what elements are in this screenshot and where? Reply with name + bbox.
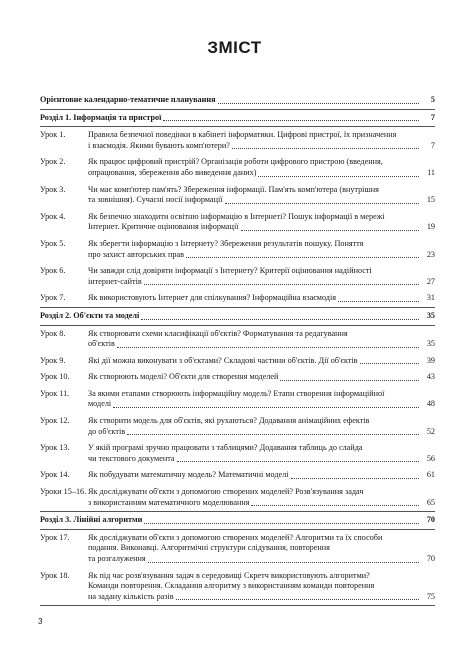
entry-line: Розділ 1. Інформація та пристрої xyxy=(40,112,162,122)
leader-dots xyxy=(163,120,419,121)
leader-dots xyxy=(186,257,419,258)
leader-dots xyxy=(176,599,419,600)
entry-line: Правила безпечної поведінки в кабінеті інформатики. Цифрові пристрої, їх призначення xyxy=(88,130,397,140)
entry-line: до об'єктів xyxy=(88,426,126,436)
entry-page-number: 19 xyxy=(426,222,435,232)
leader-dots xyxy=(360,363,419,364)
entry-text xyxy=(88,389,435,410)
lesson-label: Урок 10. xyxy=(40,372,70,382)
leader-dots xyxy=(225,203,420,204)
entry-text xyxy=(88,470,435,481)
entry-text xyxy=(88,372,435,383)
entry-line: на задану кількість разів xyxy=(88,591,174,601)
lesson-label: Урок 9. xyxy=(40,355,66,365)
entry-line: Як досліджувати об'єкти з допомогою створених моделей? Алгоритми та їх способи xyxy=(88,532,383,542)
toc-lesson-entry[interactable] xyxy=(40,209,435,236)
toc-lesson-entry[interactable] xyxy=(40,440,435,467)
leader-dots xyxy=(127,434,419,435)
lesson-label: Урок 8. xyxy=(40,328,66,338)
entry-text xyxy=(88,329,435,350)
entry-line: Розділ 3. Лінійні алгоритми xyxy=(40,515,143,525)
entry-page-number: 61 xyxy=(426,470,435,480)
lesson-label: Урок 3. xyxy=(40,184,66,194)
leader-dots xyxy=(258,176,419,177)
leader-dots xyxy=(113,407,419,408)
entry-line: Орієнтовне календарно-тематичне планування xyxy=(40,95,216,104)
toc-section-entry[interactable] xyxy=(40,512,435,529)
toc-lesson-entry[interactable] xyxy=(40,467,435,484)
entry-line: Як під час розв'язування задач в середовищі Скретч використовують алгоритми? xyxy=(88,570,370,580)
entry-text xyxy=(40,113,435,124)
entry-line: Як побудувати математичну модель? Математичні моделі xyxy=(88,470,289,480)
toc-lesson-entry[interactable] xyxy=(40,236,435,263)
lesson-label: Урок 5. xyxy=(40,238,66,248)
entry-line: Команди повторення. Складання алгоритму з використанням команди повторення xyxy=(88,581,375,591)
entry-line: У якій програмі зручно працювати з таблицями? Додавання таблиць до слайда xyxy=(88,443,363,453)
toc-section-entry[interactable] xyxy=(40,110,435,127)
entry-line: Як досліджувати об'єкти з допомогою створених моделей? Розв'язування задач xyxy=(88,487,364,497)
toc-lesson-entry[interactable] xyxy=(40,386,435,413)
entry-text xyxy=(40,95,435,106)
entry-line: про захист авторських прав xyxy=(88,249,185,259)
toc-lesson-entry[interactable] xyxy=(40,353,435,370)
lesson-label: Уроки 15–16. xyxy=(40,487,87,497)
entry-page-number: 70 xyxy=(426,515,435,525)
entry-line: Які дії можна виконувати з об'єктами? Складові частини об'єктів. Дії об'єктів xyxy=(88,355,358,365)
entry-text xyxy=(88,416,435,437)
lesson-label: Урок 13. xyxy=(40,443,70,453)
entry-line: та зовнішня). Сучасні носії інформації xyxy=(88,195,223,205)
entry-line: Як створюють моделі? Об'єкти для створення моделей xyxy=(88,372,279,382)
leader-dots xyxy=(241,230,420,231)
entry-text xyxy=(88,443,435,464)
entry-line: Інтернет. Критичне оцінювання інформації xyxy=(88,222,239,232)
entry-text xyxy=(40,311,435,322)
lesson-label: Урок 2. xyxy=(40,157,66,167)
lesson-label: Урок 6. xyxy=(40,266,66,276)
entry-page-number: 35 xyxy=(426,339,435,349)
page-number: 3 xyxy=(38,617,43,626)
entry-line: чи текстового документа xyxy=(88,453,175,463)
entry-line: Як працює цифровий пристрій? Організація роботи цифрового пристрою (введення, xyxy=(88,157,383,167)
entry-line: та розгалуження xyxy=(88,554,146,563)
entry-line: Як зберегти інформацію з Інтернету? Збереження результатів пошуку. Поняття xyxy=(88,238,364,248)
entry-text xyxy=(88,571,435,603)
lesson-label: Урок 18. xyxy=(40,570,70,580)
lesson-label: Урок 4. xyxy=(40,211,66,221)
entry-page-number: 7 xyxy=(430,140,435,150)
leader-dots xyxy=(177,461,419,462)
entry-page-number: 7 xyxy=(430,112,435,122)
toc-lesson-entry[interactable] xyxy=(40,530,435,568)
entry-line: Як створити модель для об'єктів, які рухаються? Додавання анімаційних ефектів xyxy=(88,416,370,426)
toc-lesson-entry[interactable] xyxy=(40,326,435,353)
entry-text xyxy=(88,293,435,304)
entry-text xyxy=(88,533,435,565)
entry-page-number: 11 xyxy=(427,167,435,177)
entry-page-number: 65 xyxy=(426,497,435,507)
entry-line: і взаємодія. Якими бувають комп'ютери? xyxy=(88,140,230,150)
entry-page-number: 27 xyxy=(426,276,435,286)
entry-page-number: 15 xyxy=(426,195,435,205)
entry-line: Як безпечно знаходити освітню інформацію в Інтернеті? Пошук інформації в мережі xyxy=(88,211,385,221)
entry-page-number: 23 xyxy=(426,249,435,259)
leader-dots xyxy=(117,347,419,348)
toc-lesson-entry[interactable] xyxy=(40,154,435,181)
entry-text xyxy=(40,515,435,526)
entry-page-number: 43 xyxy=(426,372,435,382)
toc-lesson-entry[interactable] xyxy=(40,568,435,606)
entry-line: з використанням математичного моделювання xyxy=(88,497,250,507)
leader-dots xyxy=(232,148,419,149)
entry-line: Розділ 2. Об'єкти та моделі xyxy=(40,310,140,320)
lesson-label: Урок 11. xyxy=(40,388,70,398)
toc-lesson-entry[interactable] xyxy=(40,290,435,307)
entry-line: Чи має комп'ютер пам'ять? Збереження інформації. Пам'ять комп'ютера (внутрішня xyxy=(88,184,379,194)
entry-line: За якими етапами створюють інформаційну модель? Етапи створення інформаційної xyxy=(88,388,385,398)
lesson-label: Урок 7. xyxy=(40,293,66,303)
lesson-label: Урок 17. xyxy=(40,532,70,542)
toc-lesson-entry[interactable] xyxy=(40,182,435,209)
entry-text xyxy=(88,212,435,233)
page-title: ЗМІСТ xyxy=(207,38,262,57)
entry-line: моделі xyxy=(88,399,112,409)
entry-text xyxy=(88,239,435,260)
entry-page-number: 48 xyxy=(426,399,435,409)
entry-page-number: 5 xyxy=(430,95,435,104)
toc-lesson-entry[interactable] xyxy=(40,484,435,511)
toc-lesson-entry[interactable] xyxy=(40,413,435,440)
entry-line: Як створювати схеми класифікації об'єктів? Форматування та редагування xyxy=(88,328,348,338)
leader-dots xyxy=(144,523,419,524)
lesson-label: Урок 12. xyxy=(40,416,70,426)
lesson-label: Урок 14. xyxy=(40,470,70,480)
entry-text xyxy=(88,157,435,178)
entry-page-number: 70 xyxy=(426,554,435,563)
leader-dots xyxy=(291,478,419,479)
entry-text xyxy=(88,130,435,151)
leader-dots xyxy=(280,380,419,381)
entry-page-number: 35 xyxy=(426,310,435,320)
toc-section-entry[interactable] xyxy=(40,92,435,109)
leader-dots xyxy=(148,562,419,563)
entry-text xyxy=(88,356,435,367)
entry-page-number: 31 xyxy=(426,293,435,303)
toc-section-entry[interactable] xyxy=(40,308,435,325)
entry-page-number: 39 xyxy=(426,355,435,365)
toc-lesson-entry[interactable] xyxy=(40,369,435,386)
leader-dots xyxy=(338,301,419,302)
leader-dots xyxy=(141,319,419,320)
entry-page-number: 52 xyxy=(426,426,435,436)
table-of-contents xyxy=(40,92,435,606)
entry-line: інтернет-сайтів xyxy=(88,276,142,286)
entry-text xyxy=(88,266,435,287)
entry-line: Чи завжди слід довіряти інформації з Інтернету? Критерії оцінювання надійності xyxy=(88,266,372,276)
entry-page-number: 75 xyxy=(426,591,435,601)
entry-line: об'єктів xyxy=(88,339,115,349)
entry-text xyxy=(88,185,435,206)
entry-line: опрацювання, збереження або виведення даних) xyxy=(88,167,257,177)
leader-dots xyxy=(144,284,419,285)
entry-page-number: 56 xyxy=(426,453,435,463)
toc-lesson-entry[interactable] xyxy=(40,263,435,290)
entry-text xyxy=(88,487,435,508)
separator-line xyxy=(40,605,435,606)
lesson-label: Урок 1. xyxy=(40,130,66,140)
leader-dots xyxy=(251,505,419,506)
leader-dots xyxy=(218,103,419,104)
entry-line: подання. Виконавці. Алгоритмічні структури слідування, повторення xyxy=(88,543,330,553)
entry-line: Як використовують Інтернет для спілкування? Інформаційна взаємодія xyxy=(88,293,336,303)
toc-lesson-entry[interactable] xyxy=(40,127,435,154)
